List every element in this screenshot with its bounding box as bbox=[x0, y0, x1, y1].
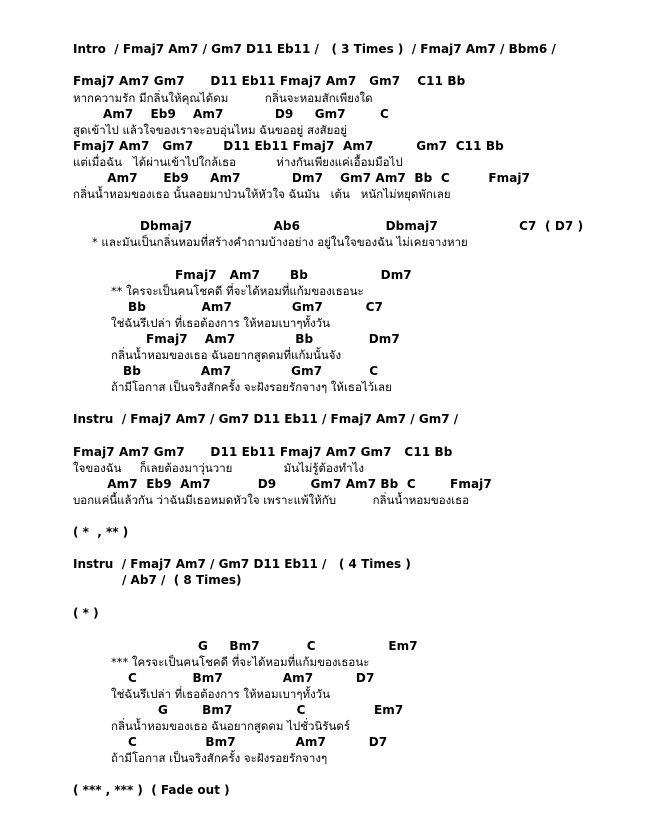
verse2-lyric-1: ใจของฉัน ก็เลยต้องมาวุ่นวาย มันไม่รู้ต้องทำไง bbox=[73, 461, 364, 475]
verse1-chord-1: Fmaj7 Am7 Gm7 D11 Eb11 Fmaj7 Am7 Gm7 C11 Bb bbox=[73, 74, 466, 88]
chorus-chord-2: Bb Am7 Gm7 C7 bbox=[128, 300, 384, 314]
chorus2-lyric-1: *** ใครจะเป็นคนโชคดี ที่จะได้หอมที่แก้มของเธอนะ bbox=[111, 655, 370, 669]
chorus-chord-1: Fmaj7 Am7 Bb Dm7 bbox=[175, 268, 412, 282]
chorus-lyric-3: กลิ่นน้ำหอมของเธอ ฉันอยากสูดดมที่แก้มนั้นจัง bbox=[111, 348, 342, 362]
intro-line: Intro / Fmaj7 Am7 / Gm7 D11 Eb11 / ( 3 Times ) / Fmaj7 Am7 / Bbm6 / bbox=[73, 42, 556, 56]
instru2-line-1: Instru / Fmaj7 Am7 / Gm7 D11 Eb11 / ( 4 Times ) bbox=[73, 557, 411, 571]
verse1-chord-4: Am7 Eb9 Am7 Dm7 Gm7 Am7 Bb C Fmaj7 bbox=[73, 171, 531, 185]
verse2-chord-1: Fmaj7 Am7 Gm7 D11 Eb11 Fmaj7 Am7 Gm7 C11 Bb bbox=[73, 445, 453, 459]
chorus2-chord-1: G Bm7 C Em7 bbox=[198, 639, 418, 653]
chorus-lyric-1: ** ใครจะเป็นคนโชคดี ที่จะได้หอมที่แก้มของเธอนะ bbox=[111, 284, 364, 298]
instru1-line: Instru / Fmaj7 Am7 / Gm7 D11 Eb11 / Fmaj7 Am7 / Gm7 / bbox=[73, 412, 459, 426]
chorus2-chord-4: C Bm7 Am7 D7 bbox=[128, 735, 388, 749]
chorus-chord-3: Fmaj7 Am7 Bb Dm7 bbox=[146, 332, 400, 346]
chorus-lyric-4: ถ้ามีโอกาส เป็นจริงสักครั้ง จะฝังรอยรักจางๆ ให้เธอไว้เลย bbox=[111, 380, 392, 394]
instru2-line-2: / Ab7 / ( 8 Times) bbox=[122, 573, 242, 587]
chorus2-lyric-3: กลิ่นน้ำหอมของเธอ ฉันอยากสูดดม ไปชั่วนิรันดร์ bbox=[111, 719, 350, 733]
verse1-chord-2: Am7 Eb9 Am7 D9 Gm7 C bbox=[73, 107, 389, 121]
chorus2-chord-2: C Bm7 Am7 D7 bbox=[128, 671, 375, 685]
verse2-chord-2: Am7 Eb9 Am7 D9 Gm7 Am7 Bb C Fmaj7 bbox=[73, 477, 492, 491]
chorus-chord-4: Bb Am7 Gm7 C bbox=[123, 364, 379, 378]
chorus-lyric-2: ใช่ฉันรึเปล่า ที่เธอต้องการ ให้หอมเบาๆทั้งวัน bbox=[111, 316, 331, 330]
verse1-lyric-4: กลิ่นน้ำหอมของเธอ นั้นลอยมาป่วนให้หัวใจ ฉันมัน เต้น หนักไม่หยุดพักเลย bbox=[73, 187, 451, 201]
prechorus-chord-1: Dbmaj7 Ab6 Dbmaj7 C7 ( D7 ) bbox=[140, 219, 584, 233]
chorus2-chord-3: G Bm7 C Em7 bbox=[158, 703, 404, 717]
chorus2-lyric-4: ถ้ามีโอกาส เป็นจริงสักครั้ง จะฝังรอยรักจางๆ bbox=[111, 751, 328, 765]
repeat2-line: ( * ) bbox=[73, 606, 99, 620]
verse1-lyric-1: หากความรัก มีกลิ่นให้คุณได้ดม กลิ่นจะหอมสักเพียงใด bbox=[73, 91, 373, 105]
verse1-chord-3: Fmaj7 Am7 Gm7 D11 Eb11 Fmaj7 Am7 Gm7 C11 Bb bbox=[73, 139, 504, 153]
prechorus-lyric-1: * และมันเป็นกลิ่นหอมที่สร้างคำถามบ้างอย่าง อยู่ในใจของฉัน ไม่เคยจางหาย bbox=[92, 235, 468, 249]
chorus2-lyric-2: ใช่ฉันรึเปล่า ที่เธอต้องการ ให้หอมเบาๆทั้งวัน bbox=[111, 687, 331, 701]
repeat1-line: ( * , ** ) bbox=[73, 525, 129, 539]
ending-line: ( *** , *** ) ( Fade out ) bbox=[73, 783, 230, 797]
verse2-lyric-2: บอกแค่นี้แล้วกัน ว่าฉันมีเธอหมดหัวใจ เพราะแพ้ให้กับ กลิ่นน้ำหอมของเธอ bbox=[73, 493, 470, 507]
verse1-lyric-3: แต่เมื่อฉัน ได้ผ่านเข้าไปใกล้เธอ ห่างกันเพียงแค่เอื้อมมือไป bbox=[73, 155, 403, 169]
verse1-lyric-2: สูดเข้าไป แล้วใจของเราจะอบอุ่นไหม ฉันขออยู่ สงสัยอยู่ bbox=[73, 123, 347, 137]
